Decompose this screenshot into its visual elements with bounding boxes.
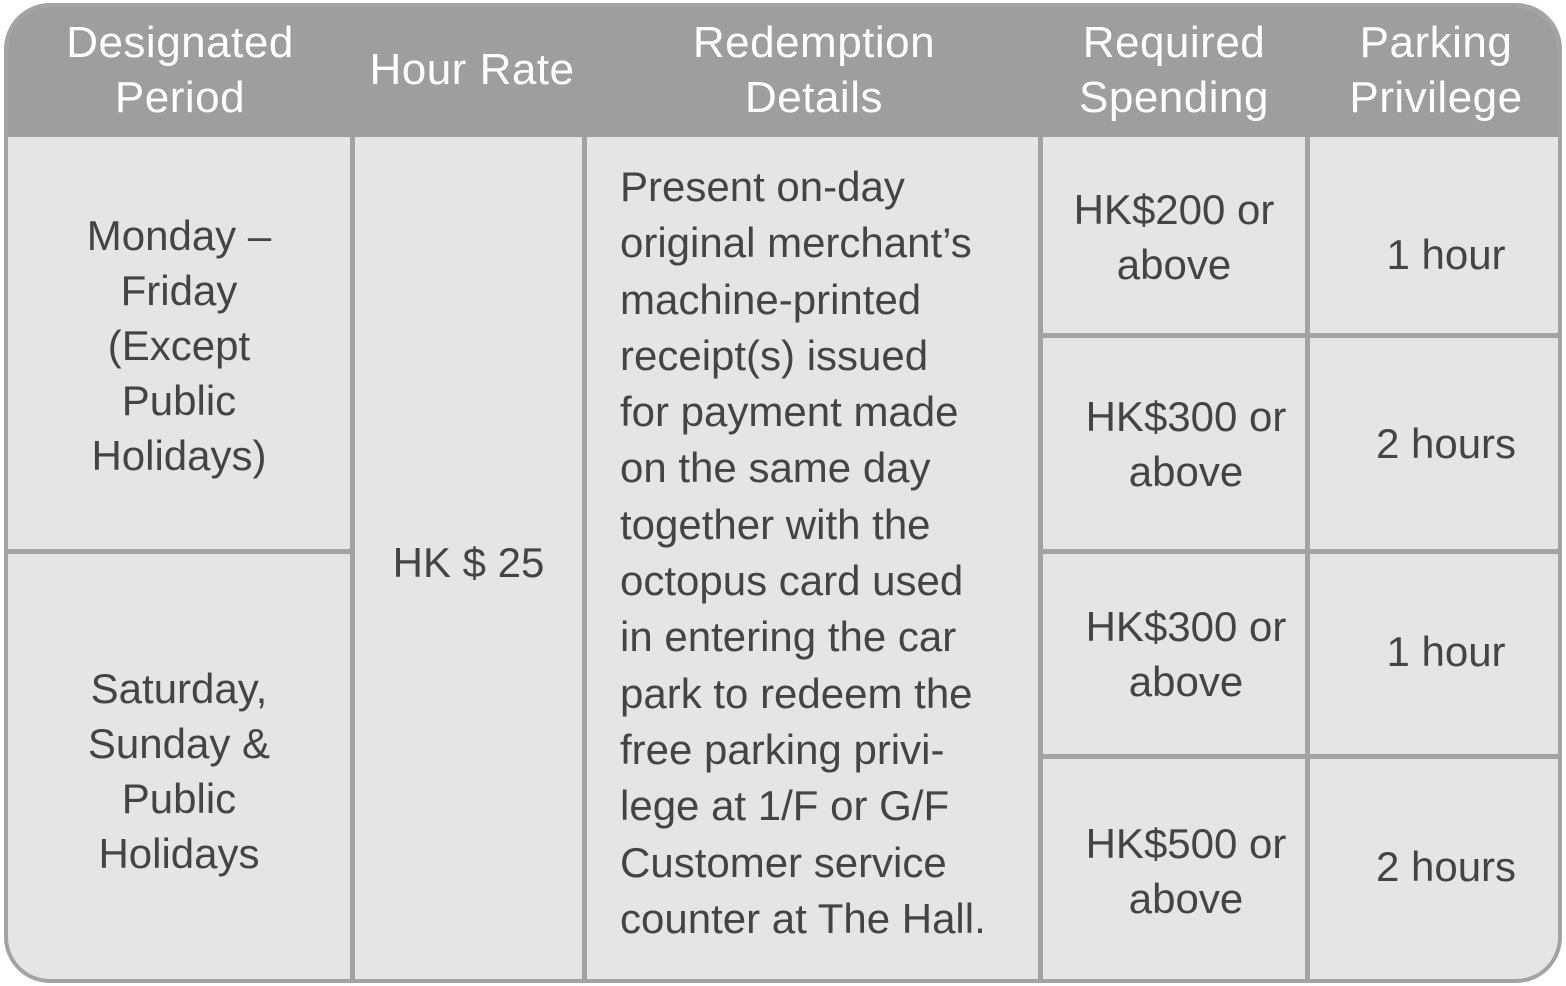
period-weekday-line: Holidays) <box>91 431 267 479</box>
privilege-value: 2 hours <box>1375 843 1517 890</box>
details-line: original merchant’s <box>620 219 972 267</box>
spending-line: HK$500 or <box>1085 820 1287 867</box>
period-weekday-line: Public <box>121 376 237 424</box>
header-spending-line-1: Required <box>1082 17 1266 67</box>
privilege-value: 2 hours <box>1375 420 1517 467</box>
period-weekend-cell <box>8 554 350 983</box>
details-line: lege at 1/F or G/F <box>620 782 950 830</box>
period-weekend-line: Public <box>121 774 237 822</box>
spending-tier-4 <box>1055 759 1317 983</box>
details-line: Present on-day <box>620 163 905 210</box>
header-rate-line-1: Hour Rate <box>369 45 575 94</box>
header-designated-period <box>8 7 352 132</box>
details-line: counter at The Hall. <box>620 894 986 942</box>
period-weekend-line: Saturday, <box>90 664 268 712</box>
privilege-tier-3 <box>1310 554 1562 748</box>
hour-rate-value: HK $ 25 <box>392 538 545 586</box>
period-weekday-line: Monday – <box>86 211 272 259</box>
period-weekday-cell <box>8 141 350 549</box>
period-weekday-line: (Except <box>107 321 251 369</box>
privilege-tier-4 <box>1310 759 1562 974</box>
redemption-details-text <box>620 159 1040 947</box>
details-line: octopus card used <box>620 557 964 605</box>
header-parking-privilege <box>1308 7 1562 132</box>
period-weekend-line: Sunday & <box>87 719 271 767</box>
header-privilege-line-1: Parking <box>1359 17 1513 67</box>
header-details-line-1: Redemption <box>692 17 936 67</box>
details-line: for payment made <box>620 388 959 436</box>
header-period-line-2: Period <box>114 72 246 122</box>
spending-line: HK$300 or <box>1085 392 1287 440</box>
parking-privilege-table <box>4 3 1562 983</box>
details-line: on the same day <box>620 444 931 492</box>
spending-line: above <box>1116 241 1232 288</box>
period-weekday-line: Friday <box>120 266 238 314</box>
header-period-line-1: Designated <box>66 17 294 67</box>
header-spending-line-2: Spending <box>1079 72 1269 122</box>
details-line: machine-printed <box>620 275 922 323</box>
header-privilege-line-2: Privilege <box>1349 72 1523 122</box>
spending-line: above <box>1128 875 1244 922</box>
details-line: park to redeem the <box>620 669 973 717</box>
privilege-value: 1 hour <box>1386 627 1506 675</box>
privilege-tier-1 <box>1310 141 1562 367</box>
spending-line: above <box>1128 447 1244 495</box>
details-line: free parking privi- <box>620 725 945 773</box>
header-hour-rate <box>354 7 590 132</box>
period-weekend-line: Holidays <box>98 829 260 877</box>
spending-tier-3 <box>1055 554 1317 754</box>
privilege-tier-2 <box>1310 338 1562 549</box>
header-required-spending <box>1042 7 1306 132</box>
column-divider <box>582 137 587 983</box>
details-line: in entering the car <box>620 613 957 661</box>
spending-line: HK$200 or <box>1073 186 1275 233</box>
header-redemption-details <box>588 7 1040 132</box>
details-line: receipt(s) issued <box>620 331 929 379</box>
details-line: Customer service <box>620 838 947 886</box>
spending-tier-1 <box>1043 141 1305 333</box>
spending-tier-2 <box>1055 338 1317 549</box>
spending-line: above <box>1128 658 1244 705</box>
spending-line: HK$300 or <box>1085 603 1287 650</box>
hour-rate-cell <box>355 141 582 983</box>
privilege-value: 1 hour <box>1386 230 1506 278</box>
header-details-line-2: Details <box>744 72 883 122</box>
details-line: together with the <box>620 500 931 548</box>
